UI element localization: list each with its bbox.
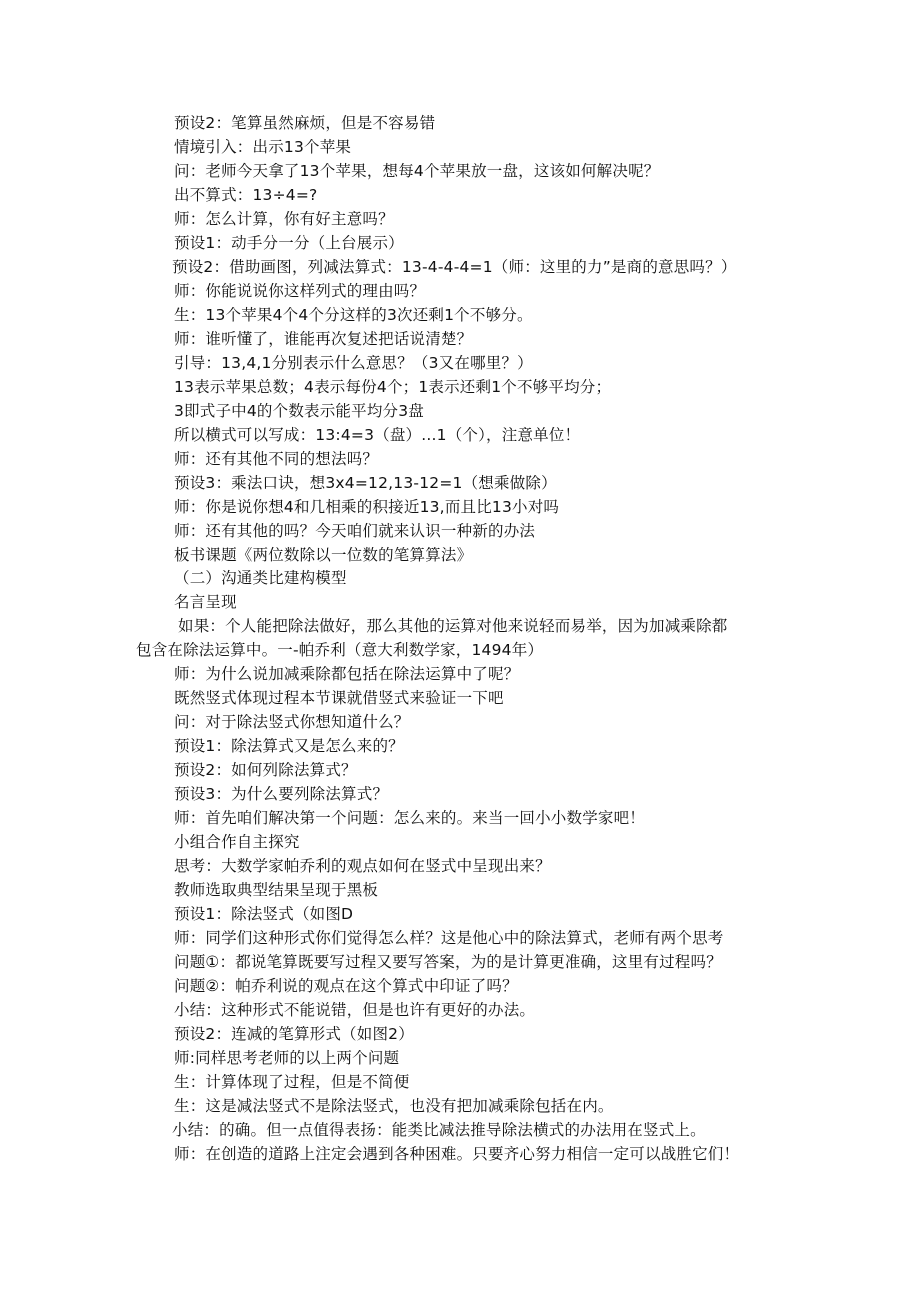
text-line: 思考：大数学家帕乔利的观点如何在竖式中呈现出来？ [174, 857, 551, 875]
text-line: 问：对于除法竖式你想知道什么？ [174, 713, 410, 731]
text-line: 师：你能说说你这样列式的理由吗？ [174, 282, 426, 300]
quote-line: 包含在除法运算中。一-帕乔利（意大利数学家，1494年） [136, 641, 544, 659]
text-line: 师：怎么计算，你有好主意吗？ [174, 210, 394, 228]
text-line: 生：计算体现了过程，但是不简便 [174, 1073, 410, 1091]
text-line: 问题②：帕乔利说的观点在这个算式中印证了吗？ [174, 977, 518, 995]
text-line: 师：首先咱们解决第一个问题：怎么来的。来当一回小小数学家吧！ [174, 809, 646, 827]
text-line: 师：还有其他不同的想法吗？ [174, 450, 379, 468]
text-line: 师：谁听懂了，谁能再次复述把话说清楚？ [174, 330, 473, 348]
text-line: 情境引入：出示13个苹果 [174, 138, 352, 156]
text-line: 预设2：笔算虽然麻烦，但是不容易错 [174, 114, 436, 132]
text-line: 引导：13,4,1分别表示什么意思？（3又在哪里？） [174, 354, 533, 372]
quote-line: 如果：个人能把除法做好，那么其他的运算对他来说轻而易举，因为加减乘除都 [178, 617, 728, 635]
text-line: 生：这是减法竖式不是除法竖式，也没有把加减乘除包括在内。 [174, 1097, 614, 1115]
text-line: 出不算式：13÷4=? [174, 186, 318, 204]
text-line: 师：同学们这种形式你们觉得怎么样？这是他心中的除法算式，老师有两个思考 [174, 929, 724, 947]
text-line: 预设2：借助画图，列减法算式：13-4-4-4=1（师：这里的力”是商的意思吗？） [172, 258, 737, 276]
text-line: 预设1：动手分一分（上台展示） [174, 234, 404, 252]
text-line: 问题①：都说笔算既要写过程又要写答案，为的是计算更准确，这里有过程吗？ [174, 953, 722, 971]
text-line: 小结：的确。但一点值得表扬：能类比减法推导除法横式的办法用在竖式上。 [172, 1121, 706, 1139]
text-line: 小结：这种形式不能说错，但是也许有更好的办法。 [174, 1001, 536, 1019]
text-line: 所以横式可以写成：13:4=3（盘）...1（个），注意单位！ [174, 426, 581, 444]
text-line: 师：还有其他的吗？今天咱们就来认识一种新的办法 [174, 522, 536, 540]
text-line: 预设2：连减的笔算形式（如图2） [174, 1025, 414, 1043]
text-line: 问：老师今天拿了13个苹果，想每4个苹果放一盘，这该如何解决呢？ [174, 162, 660, 180]
section-heading: （二）沟通类比建构模型 [174, 569, 347, 587]
text-line: 板书课题《两位数除以一位数的笔算算法》 [174, 546, 473, 564]
text-line: 师：为什么说加减乘除都包括在除法运算中了呢？ [174, 665, 520, 683]
text-line: 教师选取典型结果呈现于黑板 [174, 881, 379, 899]
text-line: 预设3：为什么要列除法算式？ [174, 785, 389, 803]
text-line: 师:同样思考老师的以上两个问题 [174, 1049, 400, 1067]
text-line: 生：13个苹果4个4个分这样的3次还剩1个不够分。 [174, 306, 533, 324]
text-line: 师：在创造的道路上注定会遇到各种困难。只要齐心努力相信一定可以战胜它们！ [174, 1145, 740, 1163]
text-line: 预设1：除法算式又是怎么来的？ [174, 737, 404, 755]
text-line: 预设1：除法竖式（如图D [174, 905, 354, 923]
text-line: 师：你是说你想4和几相乘的积接近13,而且比13小对吗 [174, 498, 560, 516]
text-line: 小组合作自主探究 [174, 833, 300, 851]
text-line: 13表示苹果总数；4表示每份4个；1表示还剩1个不够平均分； [174, 378, 612, 396]
text-line: 预设2：如何列除法算式？ [174, 761, 357, 779]
text-line: 既然竖式体现过程本节课就借竖式来验证一下吧 [174, 689, 504, 707]
text-line: 预设3：乘法口诀，想3x4=12,13-12=1（想乘做除） [174, 474, 557, 492]
text-line: 3即式子中4的个数表示能平均分3盘 [174, 402, 424, 420]
text-line: 名言呈现 [174, 593, 237, 611]
